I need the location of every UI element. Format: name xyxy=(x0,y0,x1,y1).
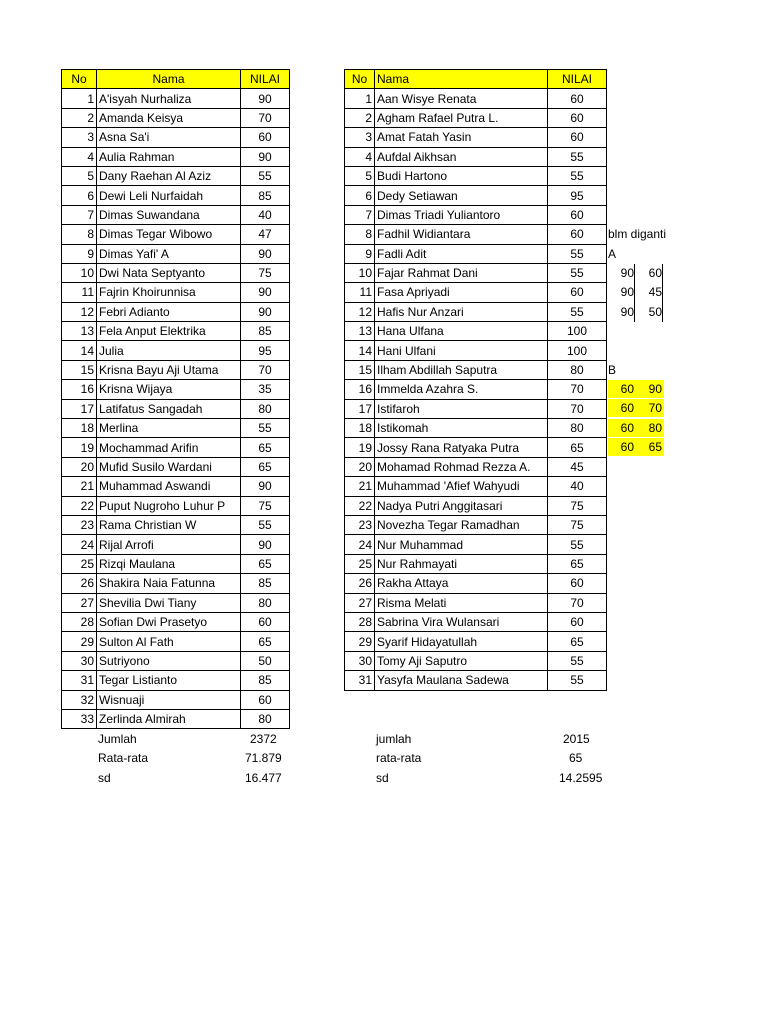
table-row xyxy=(62,535,290,554)
row-number: 6 xyxy=(62,186,97,205)
student-name: Shakira Naia Fatunna xyxy=(97,574,241,593)
score: 75 xyxy=(548,515,607,534)
row-number: 22 xyxy=(62,496,97,515)
table-row xyxy=(62,360,290,379)
score: 50 xyxy=(241,651,290,670)
label-a: A xyxy=(608,247,617,261)
table-row xyxy=(62,438,290,457)
student-name: Fela Anput Elektrika xyxy=(97,322,241,341)
side-value: 90 xyxy=(620,266,634,280)
header-no: No xyxy=(345,70,375,89)
student-name: Aufdal Aikhsan xyxy=(375,147,548,166)
score: 75 xyxy=(548,496,607,515)
sum-label: Jumlah xyxy=(98,732,137,746)
row-number: 14 xyxy=(345,341,375,360)
student-name: Krisna Wijaya xyxy=(97,380,241,399)
row-number: 26 xyxy=(345,574,375,593)
table-row xyxy=(62,612,290,631)
score: 80 xyxy=(241,593,290,612)
sd-label: sd xyxy=(376,771,389,785)
student-name: Istikomah xyxy=(375,419,548,438)
row-number: 31 xyxy=(345,671,375,690)
score: 90 xyxy=(241,535,290,554)
row-number: 31 xyxy=(62,671,97,690)
score: 55 xyxy=(548,166,607,185)
score: 55 xyxy=(548,147,607,166)
sd-value: 14.2595 xyxy=(559,771,603,785)
student-name: Istifaroh xyxy=(375,399,548,418)
student-name: Mufid Susilo Wardani xyxy=(97,457,241,476)
table-row xyxy=(62,496,290,515)
score: 90 xyxy=(241,302,290,321)
mean-value: 71.879 xyxy=(245,751,282,765)
header-nilai: NILAI xyxy=(548,70,607,89)
student-name: Aan Wisye Renata xyxy=(375,89,548,108)
row-number: 11 xyxy=(62,283,97,302)
mean-label: rata-rata xyxy=(376,751,422,765)
table-row xyxy=(62,593,290,612)
mean-label: Rata-rata xyxy=(98,751,149,765)
student-name: Fajrin Khoirunnisa xyxy=(97,283,241,302)
row-number: 8 xyxy=(345,225,375,244)
student-name: Puput Nugroho Luhur P xyxy=(97,496,241,515)
score: 60 xyxy=(548,89,607,108)
row-number: 28 xyxy=(345,612,375,631)
row-number: 30 xyxy=(345,651,375,670)
student-name: Muhammad 'Afief Wahyudi xyxy=(375,477,548,496)
row-number: 15 xyxy=(345,360,375,379)
label-b: B xyxy=(608,363,617,377)
score: 55 xyxy=(548,671,607,690)
student-name: Dimas Suwandana xyxy=(97,205,241,224)
student-name: Sutriyono xyxy=(97,651,241,670)
score: 75 xyxy=(241,496,290,515)
table-row xyxy=(345,186,607,205)
student-name: Fasa Apriyadi xyxy=(375,283,548,302)
table-row xyxy=(345,438,607,457)
score: 65 xyxy=(548,554,607,573)
student-name: Tegar Listianto xyxy=(97,671,241,690)
row-number: 18 xyxy=(345,419,375,438)
side-value: 60 xyxy=(608,380,636,398)
row-number: 25 xyxy=(345,554,375,573)
row-number: 21 xyxy=(62,477,97,496)
score: 55 xyxy=(241,419,290,438)
student-name: Risma Melati xyxy=(375,593,548,612)
table-row xyxy=(62,632,290,651)
score: 75 xyxy=(241,263,290,282)
student-name: Mochammad Arifin xyxy=(97,438,241,457)
score: 40 xyxy=(548,477,607,496)
header-nama: Nama xyxy=(97,70,241,89)
row-number: 3 xyxy=(62,128,97,147)
student-name: Sabrina Vira Wulansari xyxy=(375,612,548,631)
row-number: 10 xyxy=(345,263,375,282)
student-name: Hafis Nur Anzari xyxy=(375,302,548,321)
side-value: 65 xyxy=(636,438,664,456)
row-number: 4 xyxy=(345,147,375,166)
student-name: Shevilia Dwi Tiany xyxy=(97,593,241,612)
table-row xyxy=(345,380,607,399)
score: 85 xyxy=(241,574,290,593)
table-row xyxy=(62,147,290,166)
score: 60 xyxy=(548,108,607,127)
table-row xyxy=(62,302,290,321)
row-number: 7 xyxy=(345,205,375,224)
row-number: 29 xyxy=(345,632,375,651)
score: 70 xyxy=(241,108,290,127)
student-name: Immelda Azahra S. xyxy=(375,380,548,399)
score: 100 xyxy=(548,341,607,360)
table-row xyxy=(62,671,290,690)
table-row xyxy=(62,322,290,341)
row-number: 5 xyxy=(62,166,97,185)
row-number: 16 xyxy=(62,380,97,399)
row-number: 33 xyxy=(62,709,97,728)
score: 90 xyxy=(241,89,290,108)
row-number: 18 xyxy=(62,419,97,438)
side-value: 80 xyxy=(636,419,664,437)
table-row xyxy=(345,128,607,147)
side-value: 90 xyxy=(620,304,634,319)
score: 55 xyxy=(548,302,607,321)
score: 60 xyxy=(548,574,607,593)
row-number: 27 xyxy=(345,593,375,612)
score: 55 xyxy=(548,244,607,263)
score: 70 xyxy=(548,399,607,418)
score: 90 xyxy=(241,283,290,302)
score: 65 xyxy=(241,554,290,573)
student-name: Muhammad Aswandi xyxy=(97,477,241,496)
student-name: Krisna Bayu Aji Utama xyxy=(97,360,241,379)
sum-value: 2015 xyxy=(563,732,590,746)
row-number: 2 xyxy=(62,108,97,127)
side-value: 70 xyxy=(636,399,664,417)
student-name: Sofian Dwi Prasetyo xyxy=(97,612,241,631)
side-value: 45 xyxy=(648,285,662,300)
row-number: 17 xyxy=(62,399,97,418)
score: 65 xyxy=(241,632,290,651)
row-number: 10 xyxy=(62,263,97,282)
table-row xyxy=(62,651,290,670)
table-row xyxy=(345,535,607,554)
row-number: 2 xyxy=(345,108,375,127)
score: 80 xyxy=(548,360,607,379)
student-name: Rijal Arrofi xyxy=(97,535,241,554)
table-row xyxy=(62,380,290,399)
side-value: 90 xyxy=(636,380,664,398)
table-row xyxy=(345,574,607,593)
table-row xyxy=(345,283,607,302)
row-number: 4 xyxy=(62,147,97,166)
table-row xyxy=(62,477,290,496)
student-name: Yasyfa Maulana Sadewa xyxy=(375,671,548,690)
score: 65 xyxy=(241,457,290,476)
row-number: 24 xyxy=(345,535,375,554)
table-row xyxy=(62,89,290,108)
student-name: Rizqi Maulana xyxy=(97,554,241,573)
score: 60 xyxy=(548,205,607,224)
table-row xyxy=(345,496,607,515)
student-name: Budi Hartono xyxy=(375,166,548,185)
student-name: Dany Raehan Al Aziz xyxy=(97,166,241,185)
row-number: 1 xyxy=(62,89,97,108)
table-row xyxy=(62,554,290,573)
student-name: Fajar Rahmat Dani xyxy=(375,263,548,282)
row-number: 32 xyxy=(62,690,97,709)
table-row xyxy=(62,186,290,205)
table-row xyxy=(345,419,607,438)
table-row xyxy=(62,263,290,282)
score: 60 xyxy=(548,612,607,631)
row-number: 6 xyxy=(345,186,375,205)
score: 85 xyxy=(241,671,290,690)
table-row xyxy=(345,302,607,321)
score: 100 xyxy=(548,322,607,341)
row-number: 15 xyxy=(62,360,97,379)
score: 65 xyxy=(241,438,290,457)
student-name: Sulton Al Fath xyxy=(97,632,241,651)
row-number: 30 xyxy=(62,651,97,670)
header-nilai: NILAI xyxy=(241,70,290,89)
student-name: Julia xyxy=(97,341,241,360)
row-number: 22 xyxy=(345,496,375,515)
table-row xyxy=(345,399,607,418)
row-number: 24 xyxy=(62,535,97,554)
row-number: 14 xyxy=(62,341,97,360)
student-name: Rakha Attaya xyxy=(375,574,548,593)
score: 70 xyxy=(548,380,607,399)
score: 55 xyxy=(548,263,607,282)
student-name: Mohamad Rohmad Rezza A. xyxy=(375,457,548,476)
score: 90 xyxy=(241,244,290,263)
row-number: 16 xyxy=(345,380,375,399)
table-row xyxy=(345,108,607,127)
student-name: Merlina xyxy=(97,419,241,438)
row-number: 25 xyxy=(62,554,97,573)
row-number: 9 xyxy=(62,244,97,263)
table-row xyxy=(345,593,607,612)
score: 55 xyxy=(241,166,290,185)
student-name: Rama Christian W xyxy=(97,515,241,534)
table-row xyxy=(345,263,607,282)
header-no: No xyxy=(62,70,97,89)
table-row xyxy=(62,399,290,418)
score: 60 xyxy=(548,283,607,302)
table-row xyxy=(345,515,607,534)
score: 95 xyxy=(548,186,607,205)
sd-value: 16.477 xyxy=(245,771,282,785)
student-name: Febri Adianto xyxy=(97,302,241,321)
student-name: Dedy Setiawan xyxy=(375,186,548,205)
student-name: Asna Sa'i xyxy=(97,128,241,147)
score: 85 xyxy=(241,186,290,205)
row-number: 19 xyxy=(62,438,97,457)
cell-divider xyxy=(634,264,635,322)
student-name: A'isyah Nurhaliza xyxy=(97,89,241,108)
score: 60 xyxy=(241,128,290,147)
row-number: 23 xyxy=(62,515,97,534)
table-row xyxy=(62,166,290,185)
score: 55 xyxy=(548,651,607,670)
student-name: Tomy Aji Saputro xyxy=(375,651,548,670)
table-row xyxy=(345,89,607,108)
row-number: 28 xyxy=(62,612,97,631)
student-name: Ilham Abdillah Saputra xyxy=(375,360,548,379)
table-row xyxy=(345,612,607,631)
score: 60 xyxy=(241,690,290,709)
mean-value: 65 xyxy=(569,751,583,765)
row-number: 20 xyxy=(345,457,375,476)
student-name: Hani Ulfani xyxy=(375,341,548,360)
table-header-row xyxy=(345,70,607,89)
table-row xyxy=(345,554,607,573)
score: 60 xyxy=(241,612,290,631)
table-row xyxy=(345,477,607,496)
student-name: Jossy Rana Ratyaka Putra xyxy=(375,438,548,457)
table-row xyxy=(62,341,290,360)
score: 35 xyxy=(241,380,290,399)
student-name: Dimas Tegar Wibowo xyxy=(97,225,241,244)
score: 55 xyxy=(548,535,607,554)
side-value: 60 xyxy=(608,419,636,437)
row-number: 21 xyxy=(345,477,375,496)
side-value: 90 xyxy=(620,285,634,300)
table-row xyxy=(62,128,290,147)
row-number: 13 xyxy=(62,322,97,341)
student-name: Fadhil Widiantara xyxy=(375,225,548,244)
side-note: blm diganti xyxy=(608,227,667,241)
row-number: 17 xyxy=(345,399,375,418)
table-class-a xyxy=(61,69,290,729)
table-row xyxy=(62,225,290,244)
row-number: 20 xyxy=(62,457,97,476)
table-row xyxy=(345,651,607,670)
student-name: Amanda Keisya xyxy=(97,108,241,127)
table-row xyxy=(62,457,290,476)
table-row xyxy=(62,515,290,534)
table-header-row xyxy=(62,70,290,89)
student-name: Aulia Rahman xyxy=(97,147,241,166)
table-class-b xyxy=(344,69,607,691)
student-name: Syarif Hidayatullah xyxy=(375,632,548,651)
row-number: 8 xyxy=(62,225,97,244)
score: 65 xyxy=(548,438,607,457)
score: 70 xyxy=(241,360,290,379)
row-number: 12 xyxy=(62,302,97,321)
score: 90 xyxy=(241,477,290,496)
student-name: Dimas Triadi Yuliantoro xyxy=(375,205,548,224)
score: 45 xyxy=(548,457,607,476)
table-row xyxy=(345,322,607,341)
row-number: 12 xyxy=(345,302,375,321)
side-value: 60 xyxy=(608,438,636,456)
score: 95 xyxy=(241,341,290,360)
student-name: Dewi Leli Nurfaidah xyxy=(97,186,241,205)
header-nama: Nama xyxy=(375,70,548,89)
sum-value: 2372 xyxy=(250,732,277,746)
student-name: Dimas Yafi' A xyxy=(97,244,241,263)
student-name: Dwi Nata Septyanto xyxy=(97,263,241,282)
student-name: Wisnuaji xyxy=(97,690,241,709)
score: 85 xyxy=(241,322,290,341)
score: 60 xyxy=(548,128,607,147)
table-row xyxy=(62,244,290,263)
row-number: 11 xyxy=(345,283,375,302)
table-row xyxy=(345,671,607,690)
sum-label: jumlah xyxy=(376,732,412,746)
row-number: 13 xyxy=(345,322,375,341)
student-name: Nadya Putri Anggitasari xyxy=(375,496,548,515)
row-number: 23 xyxy=(345,515,375,534)
student-name: Agham Rafael Putra L. xyxy=(375,108,548,127)
row-number: 27 xyxy=(62,593,97,612)
score: 40 xyxy=(241,205,290,224)
row-number: 3 xyxy=(345,128,375,147)
score: 80 xyxy=(548,419,607,438)
student-name: Amat Fatah Yasin xyxy=(375,128,548,147)
row-number: 5 xyxy=(345,166,375,185)
student-name: Zerlinda Almirah xyxy=(97,709,241,728)
row-number: 9 xyxy=(345,244,375,263)
score: 55 xyxy=(241,515,290,534)
score: 60 xyxy=(548,225,607,244)
student-name: Novezha Tegar Ramadhan xyxy=(375,515,548,534)
table-row xyxy=(345,205,607,224)
table-row xyxy=(62,574,290,593)
score: 90 xyxy=(241,147,290,166)
table-row xyxy=(62,205,290,224)
table-row xyxy=(345,632,607,651)
student-name: Nur Muhammad xyxy=(375,535,548,554)
score: 47 xyxy=(241,225,290,244)
row-number: 26 xyxy=(62,574,97,593)
score: 70 xyxy=(548,593,607,612)
student-name: Fadli Adit xyxy=(375,244,548,263)
table-row xyxy=(62,690,290,709)
table-row xyxy=(345,225,607,244)
table-row xyxy=(62,709,290,728)
student-name: Hana Ulfana xyxy=(375,322,548,341)
row-number: 1 xyxy=(345,89,375,108)
table-row xyxy=(62,108,290,127)
side-value: 60 xyxy=(608,399,636,417)
student-name: Latifatus Sangadah xyxy=(97,399,241,418)
cell-divider xyxy=(662,264,663,322)
row-number: 7 xyxy=(62,205,97,224)
score: 80 xyxy=(241,399,290,418)
score: 65 xyxy=(548,632,607,651)
table-row xyxy=(62,419,290,438)
side-value: 60 xyxy=(648,266,662,280)
table-row xyxy=(345,341,607,360)
row-number: 19 xyxy=(345,438,375,457)
table-row xyxy=(345,244,607,263)
table-row xyxy=(345,457,607,476)
student-name: Nur Rahmayati xyxy=(375,554,548,573)
table-row xyxy=(345,147,607,166)
table-row xyxy=(345,360,607,379)
sd-label: sd xyxy=(98,771,111,785)
table-row xyxy=(345,166,607,185)
table-row xyxy=(62,283,290,302)
row-number: 29 xyxy=(62,632,97,651)
side-value: 50 xyxy=(648,304,662,319)
score: 80 xyxy=(241,709,290,728)
